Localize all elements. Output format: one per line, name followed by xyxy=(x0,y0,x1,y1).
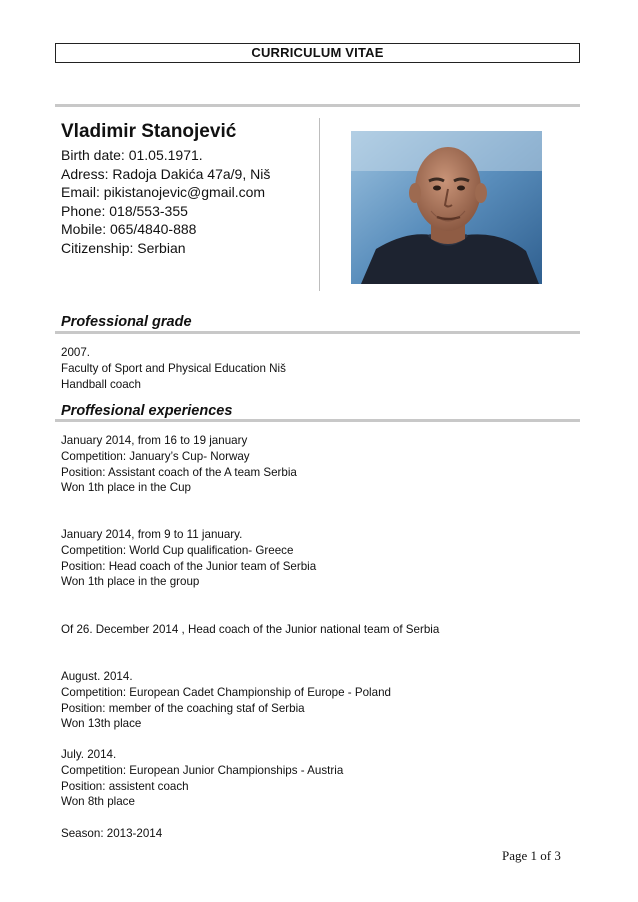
birth-date: Birth date: 01.05.1971. xyxy=(61,147,203,163)
entry-line: July. 2014. xyxy=(61,748,117,761)
entry-line: Won 1th place in the Cup xyxy=(61,481,191,495)
entry-line: Position: Assistant coach of the A team Serbia xyxy=(61,465,297,479)
experience-entry xyxy=(61,622,439,638)
experience-entry xyxy=(61,747,343,810)
page-number: Page 1 of 3 xyxy=(502,848,561,863)
entry-line: Won 1th place in the group xyxy=(61,575,200,589)
address: Adress: Radoja Dakića 47a/9, Niš xyxy=(61,165,271,182)
grade-faculty: Faculty of Sport and Physical Education Niš xyxy=(61,361,286,375)
mobile: Mobile: 065/4840-888 xyxy=(61,221,197,238)
cv-title: CURRICULUM VITAE xyxy=(55,43,580,63)
entry-line: Position: member of the coaching staf of Serbia xyxy=(61,701,305,715)
entry-line: Competition: European Junior Championships - Austria xyxy=(61,763,344,777)
professional-grade-block xyxy=(61,345,286,392)
entry-line: January 2014, from 9 to 11 january. xyxy=(61,528,243,541)
entry-line: Won 13th place xyxy=(61,717,142,731)
grade-title: Handball coach xyxy=(61,377,141,391)
email: Email: pikistanojevic@gmail.com xyxy=(61,184,266,201)
professional-grade-divider xyxy=(55,331,580,334)
entry-line: Competition: January’s Cup- Norway xyxy=(61,449,250,463)
personal-info xyxy=(61,146,270,258)
citizenship: Citizenship: Serbian xyxy=(61,239,186,256)
entry-line: January 2014, from 16 to 19 january xyxy=(61,434,248,447)
vertical-divider xyxy=(319,118,320,291)
experiences-heading: Proffesional experiences xyxy=(61,403,233,419)
entry-line: Season: 2013-2014 xyxy=(61,827,163,840)
grade-year: 2007. xyxy=(61,346,91,359)
experience-entry xyxy=(61,669,391,732)
experience-entry xyxy=(61,826,162,842)
person-name: Vladimir Stanojević xyxy=(61,121,237,142)
header-divider xyxy=(55,104,580,107)
phone: Phone: 018/553-355 xyxy=(61,202,188,219)
entry-line: Competition: European Cadet Championship of Europe - Poland xyxy=(61,685,391,699)
experience-entry xyxy=(61,527,316,590)
experience-entry xyxy=(61,433,297,496)
entry-line: Of 26. December 2014 , Head coach of the Junior national team of Serbia xyxy=(61,623,440,636)
person-portrait-icon xyxy=(351,131,542,284)
entry-line: Position: Head coach of the Junior team of Serbia xyxy=(61,559,317,573)
experiences-divider xyxy=(55,419,580,422)
entry-line: Competition: World Cup qualification- Greece xyxy=(61,543,294,557)
entry-line: Position: assistent coach xyxy=(61,779,189,793)
entry-line: Won 8th place xyxy=(61,795,135,809)
professional-grade-heading: Professional grade xyxy=(61,314,192,330)
entry-line: August. 2014. xyxy=(61,670,133,683)
